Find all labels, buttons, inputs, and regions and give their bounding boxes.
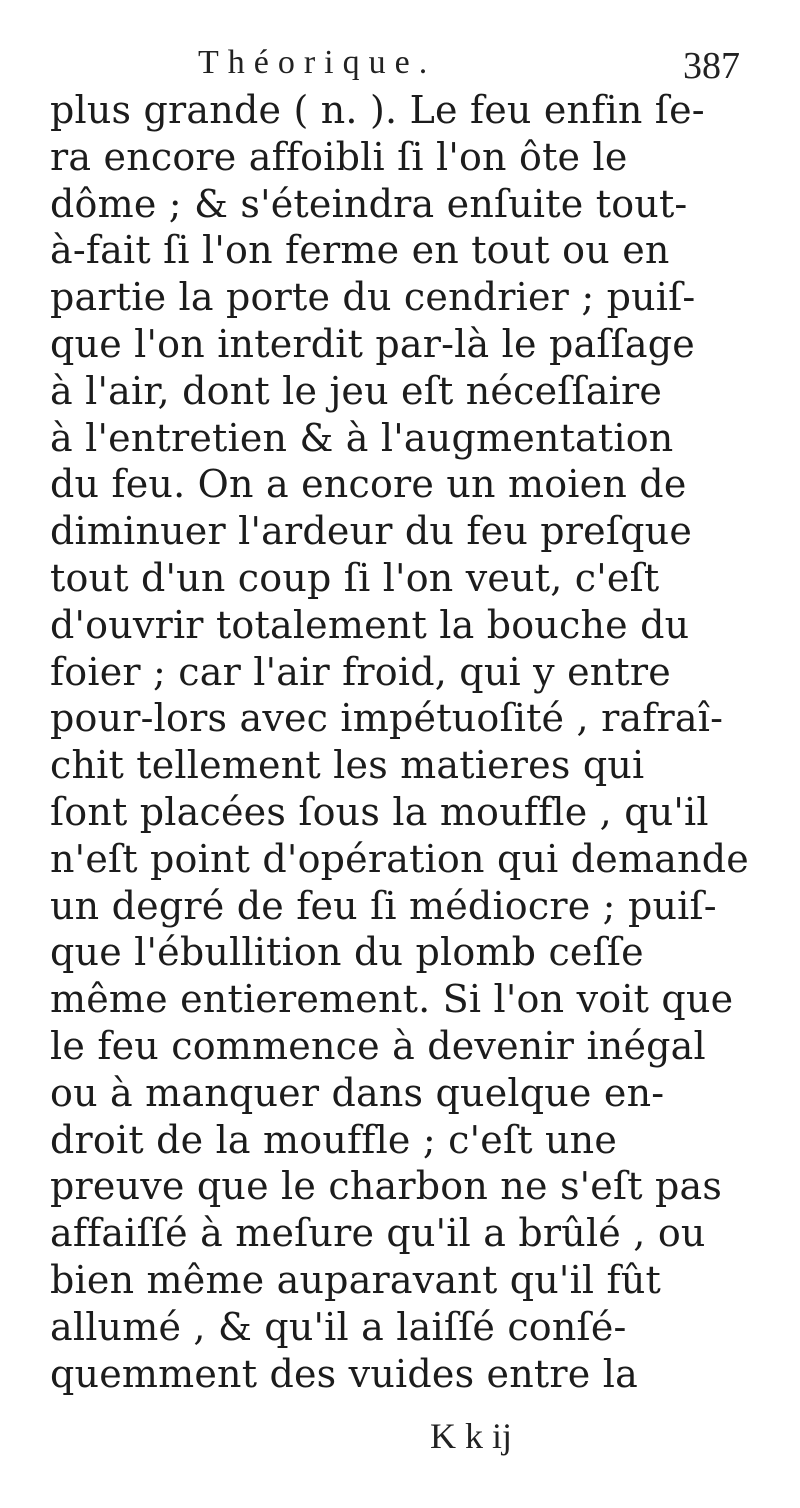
text-line: que l'on interdit par-là le paſſage [50,322,695,366]
text-line: à l'entretien & à l'augmentation [50,415,674,460]
text-line: quemment des vuides entre la [50,1351,638,1396]
text-line: ra encore affoibli ſi l'on ôte le [50,134,628,179]
text-line: le feu commence à devenir inégal [50,1024,706,1068]
text-line: du feu. On a encore un moien de [50,462,687,507]
text-line: d'ouvrir totalement la bouche du [50,602,690,647]
text-line: foier ; car l'air froid, qui y entre [50,649,671,694]
text-line: à l'air, dont le jeu eſt néceſſaire [50,368,663,413]
text-line: n'eſt point d'opération qui demande [50,836,749,881]
text-line: tout d'un coup ſi l'on veut, c'eſt [50,556,660,600]
text-line: un degré de feu ſi médiocre ; puiſ- [50,883,717,928]
text-line: même entierement. Si l'on voit que [50,977,734,1022]
text-line: que l'ébullition du plomb ceſſe [50,930,644,975]
text-line: partie la porte du cendrier ; puiſ- [50,275,696,320]
text-line: ou à manquer dans quelque en- [50,1070,665,1115]
text-line: droit de la mouffle ; c'eſt une [50,1117,618,1162]
page-number: 387 [683,45,740,87]
text-line: chit tellement les matieres qui [50,743,645,788]
text-line: pour-lors avec impétuoſité , rafraî- [50,696,724,741]
text-line: ſont placées ſous la mouffle , qu'il [50,790,709,834]
page-header [0,44,800,94]
running-head: Théorique. [198,44,437,81]
text-line: dôme ; & s'éteindra enſuite tout- [50,181,688,226]
text-line: diminuer l'ardeur du feu preſque [50,509,693,554]
text-line: allumé , & qu'il a laiſſé conſé- [50,1304,627,1349]
text-line: plus grande ( n. ). Le feu enfin ſe- [50,88,705,132]
text-line: preuve que le charbon ne s'eſt pas [50,1164,723,1209]
text-line: affaiſſé à meſure qu'il a brûlé , ou [50,1211,706,1256]
text-line: à-fait ſi l'on ferme en tout ou en [50,228,670,273]
text-line: bien même auparavant qu'il fût [50,1258,661,1302]
signature-mark: K k ij [430,1416,513,1456]
